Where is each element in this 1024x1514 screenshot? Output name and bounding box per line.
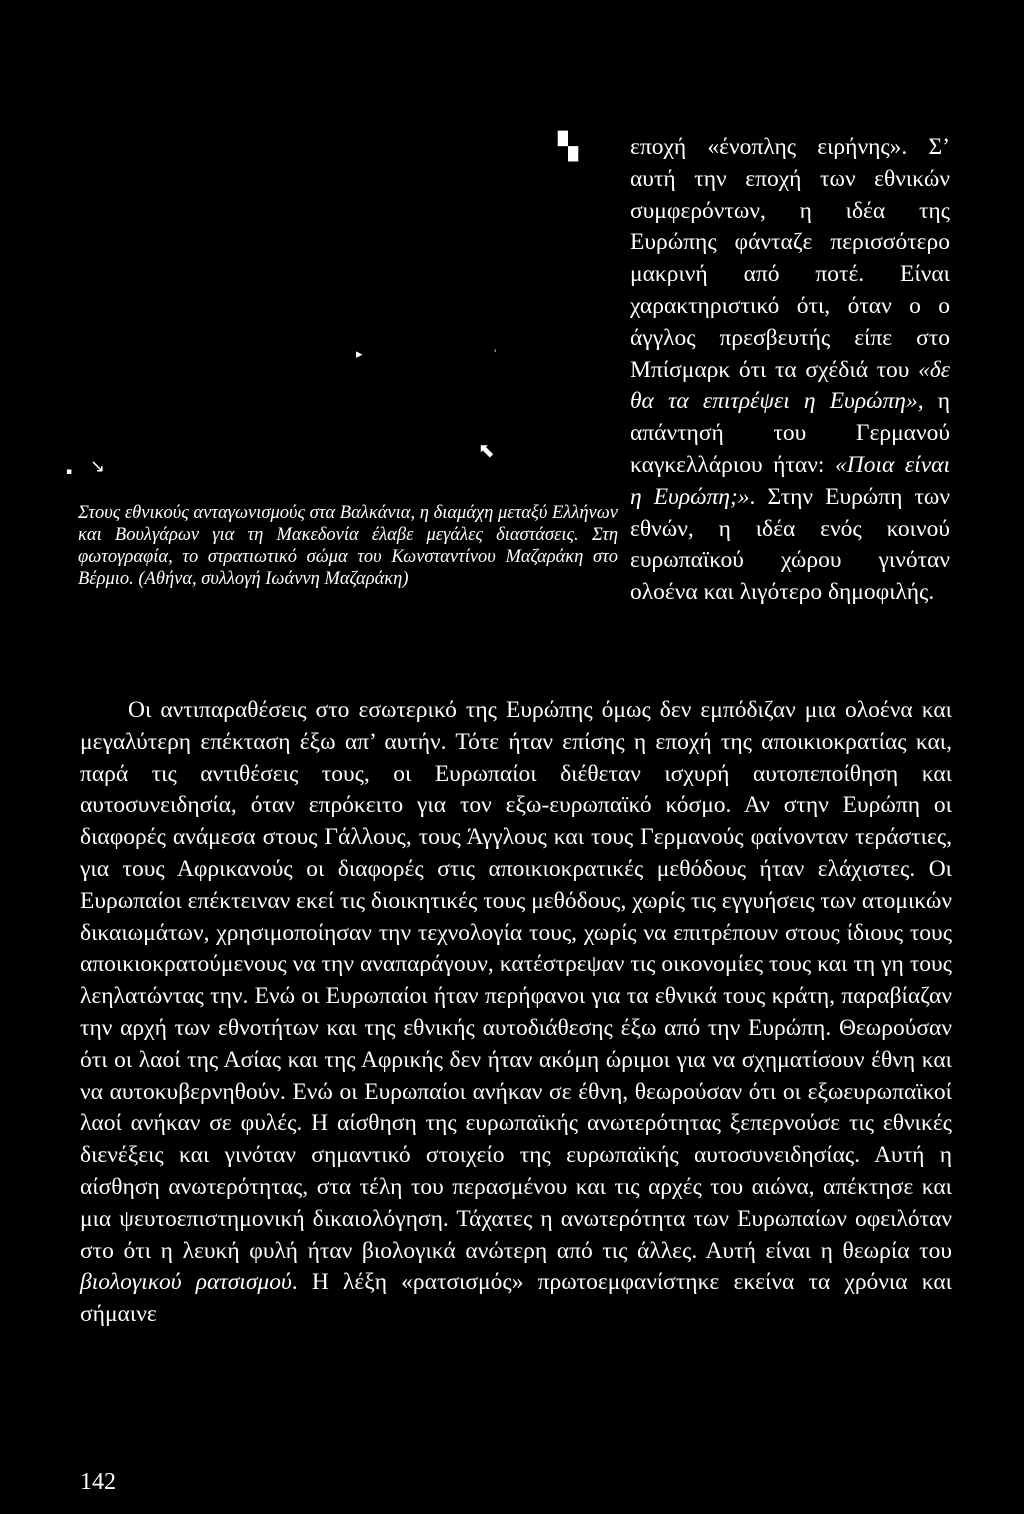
photo-speck: ▪ (66, 467, 73, 477)
body-text (80, 695, 952, 1331)
photo-speck: ↘ (90, 456, 106, 477)
body-text-part2: . Η λέξη «ρατσισμός» πρωτοεμφανίστηκε εκείνα τα χρόνια και σήμαινε (80, 1269, 952, 1328)
side-column-text-part3: . Στην Ευρώπη των εθνών, η ιδέα ενός κοινού ευρωπαϊκού χώρου γινόταν ολοένα και λιγότερο δημοφιλής. (630, 483, 950, 606)
caption-text: Στους εθνικούς ανταγωνισμούς στα Βαλκάνια, η διαμάχη μεταξύ Ελλήνων και Βουλγάρων για τη Μακεδονία έλαβε μεγάλες διαστάσεις. Στη φωτογραφία, το στρατιωτικό σώμα του Κωνσταντίνου Μαζαράκη στο Βέρμιο. (Αθήνα, συλλογή Ιωάννη Μαζαράκη) (78, 503, 618, 589)
page-number: 142 (80, 1469, 116, 1495)
side-column-quote-2: «Ποια είναι η Ευρώπη;» (630, 451, 951, 510)
side-column-paragraph (630, 132, 950, 609)
photo-area (60, 120, 620, 500)
body-paragraph (80, 695, 952, 1331)
photo-speck: ▚ (558, 132, 578, 162)
photo-speck: ▸ (356, 347, 363, 362)
photo-caption (78, 502, 618, 590)
photo-speck: ⬉ (478, 438, 495, 462)
side-column-quote-1: «δε θα τα επιτρέψει η Ευρώπη» (630, 356, 950, 415)
side-column-text-part2: , η απάντησή του Γερμανού καγκελλάριου ήταν: (630, 388, 950, 478)
body-italic-term: βιολογικού ρατσισμού (80, 1269, 292, 1296)
side-column-text-part1: εποχή «ένοπλης ειρήνης». Σ’ αυτή την εποχή των εθνικών συμφερόντων, η ιδέα της Ευρώπης φάνταζε περισσότερο μακρινή από ποτέ. Είναι χαρακτηριστικό ότι, όταν ο ο άγγλος πρεσβευτής είπε στο Μπίσμαρκ ότι τα σχέδιά του (630, 134, 950, 383)
body-text-part1: Οι αντιπαραθέσεις στο εσωτερικό της Ευρώπης όμως δεν εμπόδιζαν μια ολοένα και μεγαλύτερη επέκταση έξω απ’ αυτήν. Τότε ήταν επίσης η εποχή της αποικιοκρατίας και, παρά τις αντιθέσεις τους, οι Ευρωπαίοι διέθεταν ισχυρή αυτοπεποίθηση και αυτοσυνειδησία, όταν επρόκειτο για τον εξω-ευρωπαϊκό κόσμο. Αν στην Ευρώπη οι διαφορές ανάμεσα στους Γάλλους, τους Άγγλους και τους Γερμανούς φαίνονταν τεράστιες, για τους Αφρικανούς οι διαφορές στις αποικιοκρατικές μεθόδους ήταν ελάχιστες. Οι Ευρωπαίοι επέκτειναν εκεί τις διοικητικές τους μεθόδους, χωρίς τις εγγυήσεις των ατομικών δικαιωμάτων, χρησιμοποίησαν την τεχνολογία τους, χωρίς να επιτρέπουν στους ίδιους τους αποικιοκρατούμενους να την αναπαράγουν, κατέστρεψαν τις οικονομίες τους και τη γη τους λεηλατώντας την. Ενώ οι Ευρωπαίοι ήταν περήφανοι για τα εθνικά τους κράτη, παραβίαζαν την αρχή των εθνοτήτων και της εθνικής αυτοδιάθεσης έξω από την Ευρώπη. Θεωρούσαν ότι οι λαοί της Ασίας και της Αφρικής δεν ήταν ακόμη ώριμοι για να σχηματίσουν έθνη και να αυτοκυβερνηθούν. Ενώ οι Ευρωπαίοι ανήκαν σε έθνη, θεωρούσαν ότι οι εξωευρωπαϊκοί λαοί ανήκαν σε φυλές. Η αίσθηση της ευρωπαϊκής ανωτερότητας ξεπερνούσε τις εθνικές διενέξεις και γινόταν σημαντικό στοιχείο της ευρωπαϊκής αυτοσυνειδησίας. Αυτή η αίσθηση ανωτερότητας, στα τέλη του περασμένου και τις αρχές του αιώνα, απέκτησε και μια ψευτοεπιστημονική δικαιολόγηση. Τάχατες η ανωτερότητα των Ευρωπαίων οφειλόταν στο ότι η λευκή φυλή ήταν βιολογικά ανώτερη από τις άλλες. Αυτή είναι η θεωρία του (80, 697, 952, 1264)
side-column-text (630, 132, 950, 609)
photo-speck: ' (494, 349, 497, 359)
